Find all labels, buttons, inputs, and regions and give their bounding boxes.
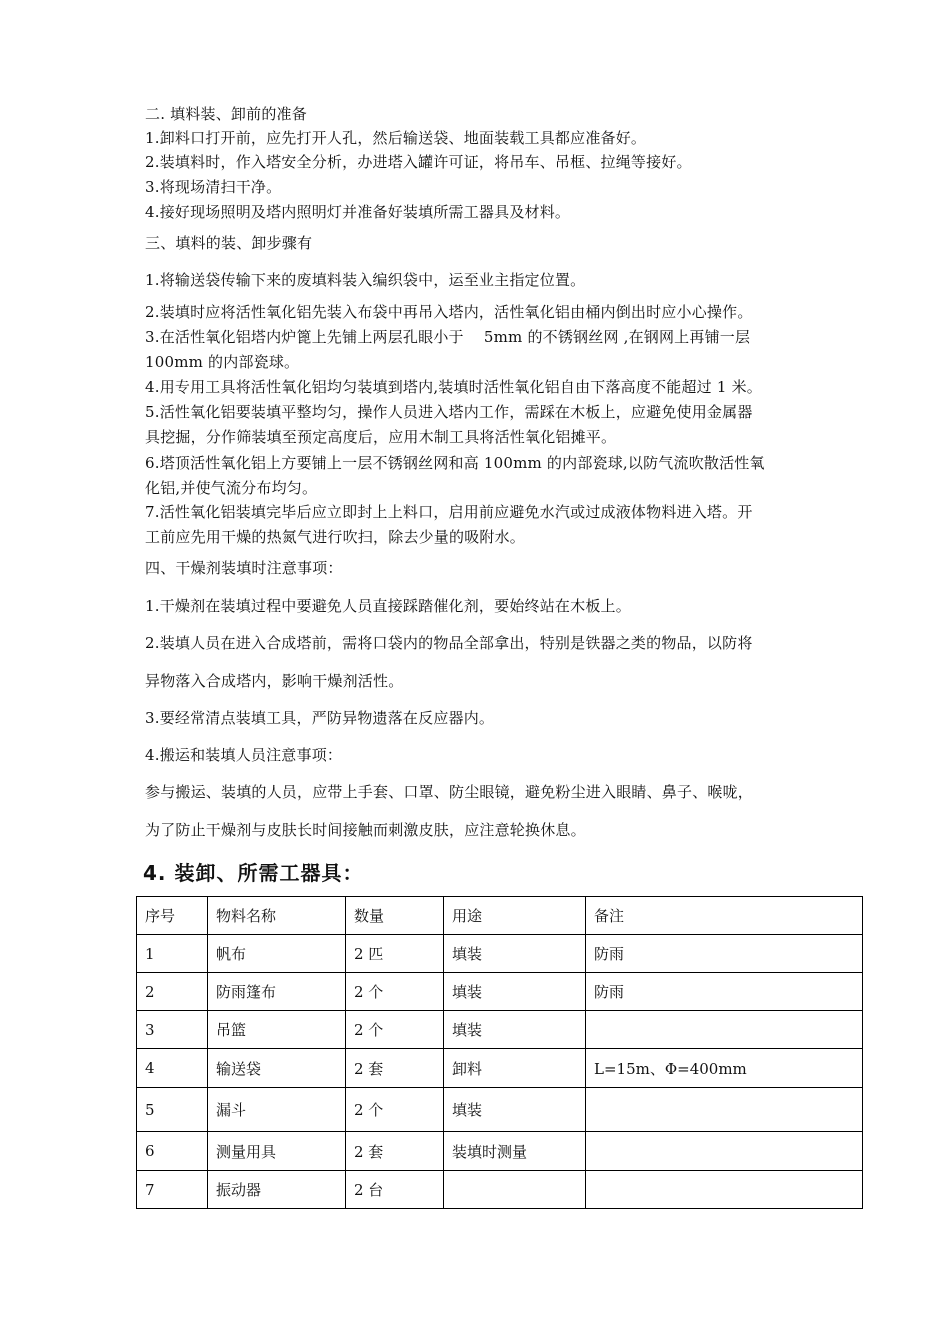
- table-row: [137, 1049, 863, 1088]
- table-row: [137, 973, 863, 1011]
- table-cell: 输送袋: [208, 1049, 346, 1088]
- table-cell: 测量用具: [208, 1132, 346, 1171]
- table-cell: 2 个: [346, 973, 444, 1011]
- section-3-line-9: 化铝,并使气流分布均匀。: [145, 479, 318, 497]
- section-3-line-8: 6.塔顶活性氧化铝上方要铺上一层不锈钢丝网和高 100mm 的内部瓷球,以防气流吹散活性氧: [145, 454, 765, 472]
- table-row: [137, 1171, 863, 1209]
- section-3-line-10: 7.活性氧化铝装填完毕后应立即封上上料口，启用前应避免水汽或过成液体物料进入塔。开: [145, 503, 753, 521]
- table-cell: 吊篮: [208, 1011, 346, 1049]
- table-row: [137, 1132, 863, 1171]
- tools-table: [136, 896, 863, 1209]
- table-cell: 2 个: [346, 1011, 444, 1049]
- section-4-line-4: 3.要经常清点装填工具，严防异物遗落在反应器内。: [145, 709, 495, 727]
- section-4-line-2: 2.装填人员在进入合成塔前，需将口袋内的物品全部拿出，特别是铁器之类的物品，以防将: [145, 634, 753, 652]
- table-cell: [586, 1011, 863, 1049]
- table-cell: 2 套: [346, 1049, 444, 1088]
- section-4-title: 四、干燥剂装填时注意事项：: [145, 559, 343, 577]
- table-cell: [444, 1171, 586, 1209]
- section-3-line-6: 5.活性氧化铝要装填平整均匀，操作人员进入塔内工作，需踩在木板上，应避免使用金属器: [145, 403, 753, 421]
- section-4-line-3: 异物落入合成塔内，影响干燥剂活性。: [145, 672, 404, 690]
- table-cell: [586, 1088, 863, 1132]
- table-cell: 填装: [444, 1088, 586, 1132]
- table-cell: 防雨篷布: [208, 973, 346, 1011]
- section-4-line-1: 1.干燥剂在装填过程中要避免人员直接踩踏催化剂，要始终站在木板上。: [145, 597, 631, 615]
- header-cell-remark: 备注: [586, 897, 863, 935]
- section-3-line-11: 工前应先用干燥的热氮气进行吹扫，除去少量的吸附水。: [145, 528, 526, 546]
- table-cell: 填装: [444, 935, 586, 973]
- header-cell-quantity: 数量: [346, 897, 444, 935]
- table-cell: 填装: [444, 973, 586, 1011]
- section-4-line-6: 参与搬运、装填的人员，应带上手套、口罩、防尘眼镜，避免粉尘进入眼睛、鼻子、喉咙，: [145, 783, 754, 801]
- section-3-line-1: 1.将输送袋传输下来的废填料装入编织袋中，运至业主指定位置。: [145, 271, 586, 289]
- table-row: [137, 1011, 863, 1049]
- table-cell: 振动器: [208, 1171, 346, 1209]
- section-4-line-5: 4.搬运和装填人员注意事项：: [145, 746, 343, 764]
- table-cell: 3: [137, 1011, 208, 1049]
- section-3-line-7: 具挖掘，分作筛装填至预定高度后，应用木制工具将活性氧化铝摊平。: [145, 428, 617, 446]
- table-cell: 2 匹: [346, 935, 444, 973]
- table-cell: [586, 1132, 863, 1171]
- section-2-item-2: 2.装填料时，作入塔安全分析，办进塔入罐许可证，将吊车、吊框、拉绳等接好。: [145, 153, 692, 171]
- section-2-item-3: 3.将现场清扫干净。: [145, 178, 282, 196]
- table-cell: 帆布: [208, 935, 346, 973]
- header-cell-name: 物料名称: [208, 897, 346, 935]
- table-cell: 装填时测量: [444, 1132, 586, 1171]
- section-2-item-1: 1.卸料口打开前，应先打开人孔，然后输送袋、地面装载工具都应准备好。: [145, 129, 647, 147]
- table-cell: 2 套: [346, 1132, 444, 1171]
- header-cell-usage: 用途: [444, 897, 586, 935]
- table-cell: 2 台: [346, 1171, 444, 1209]
- section-2-item-4: 4.接好现场照明及塔内照明灯并准备好装填所需工器具及材料。: [145, 203, 571, 221]
- section-2-title: 二. 填料装、卸前的准备: [145, 105, 307, 123]
- table-cell: 防雨: [586, 973, 863, 1011]
- section-3-line-2: 2.装填时应将活性氧化铝先装入布袋中再吊入塔内，活性氧化铝由桶内倒出时应小心操作。: [145, 303, 753, 321]
- section-3-line-3: 3.在活性氧化铝塔内炉篦上先铺上两层孔眼小于 5mm 的不锈钢丝网 ,在钢网上再铺一层: [145, 328, 751, 346]
- table-cell: 漏斗: [208, 1088, 346, 1132]
- table-cell: [586, 1171, 863, 1209]
- header-cell-index: 序号: [137, 897, 208, 935]
- section-3-title: 三、填料的装、卸步骤有: [145, 234, 313, 252]
- section-3-line-5: 4.用专用工具将活性氧化铝均匀装填到塔内,装填时活性氧化铝自由下落高度不能超过 1 米。: [145, 378, 762, 396]
- table-row: [137, 1088, 863, 1132]
- table-cell: L=15m、Φ=400mm: [586, 1049, 863, 1088]
- tools-heading: 4. 装卸、所需工器具：: [143, 861, 364, 885]
- table-cell: 卸料: [444, 1049, 586, 1088]
- table-cell: 防雨: [586, 935, 863, 973]
- table-cell: 2: [137, 973, 208, 1011]
- table-cell: 填装: [444, 1011, 586, 1049]
- section-4-line-7: 为了防止干燥剂与皮肤长时间接触而刺激皮肤，应注意轮换休息。: [145, 821, 586, 839]
- table-cell: 2 个: [346, 1088, 444, 1132]
- section-3-line-4: 100mm 的内部瓷球。: [145, 353, 300, 371]
- table-row: [137, 935, 863, 973]
- table-cell: 6: [137, 1132, 208, 1171]
- table-header-row: [137, 897, 863, 935]
- table-cell: 5: [137, 1088, 208, 1132]
- table-cell: 7: [137, 1171, 208, 1209]
- table-cell: 4: [137, 1049, 208, 1088]
- table-cell: 1: [137, 935, 208, 973]
